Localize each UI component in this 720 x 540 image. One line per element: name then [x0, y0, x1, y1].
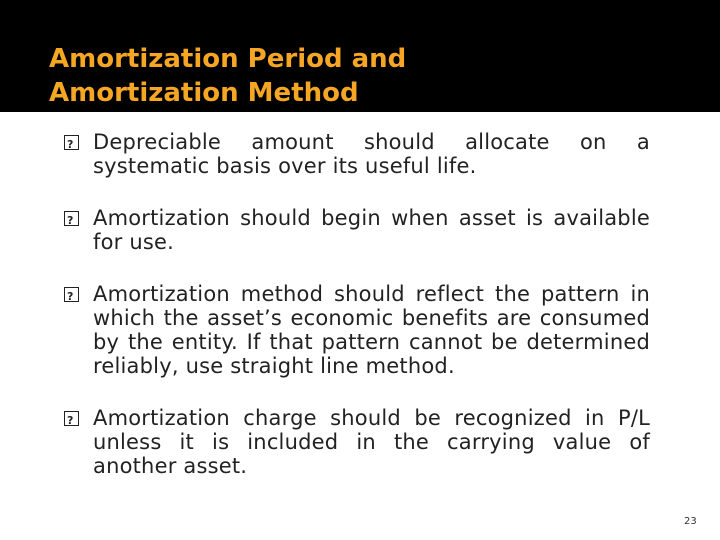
page-number: 23 [684, 516, 697, 527]
bullet-item-1 [64, 130, 650, 178]
square-bullet-icon [64, 287, 79, 302]
slide-title-line-1: Amortization Period and [49, 44, 407, 74]
bullet-item-4 [64, 406, 650, 478]
bullet-text-3: Amortization method should reflect the pattern in which the asset’s economic benefits are consumed by the entity. If that pattern cannot be determined reliably, use straight line method. [93, 282, 650, 378]
bullet-text-4: Amortization charge should be recognized in P/L unless it is included in the carrying value of another asset. [93, 406, 650, 478]
bullet-list [64, 130, 650, 478]
bullet-text-2: Amortization should begin when asset is available for use. [93, 206, 650, 254]
bullet-item-2 [64, 206, 650, 254]
square-bullet-icon [64, 135, 79, 150]
bullet-text-1: Depreciable amount should allocate on a systematic basis over its useful life. [93, 130, 650, 178]
square-bullet-icon [64, 211, 79, 226]
title-bar [0, 0, 720, 112]
bullet-item-3 [64, 282, 650, 378]
square-bullet-icon [64, 411, 79, 426]
slide-title [49, 42, 406, 110]
slide-title-line-2: Amortization Method [49, 78, 359, 108]
